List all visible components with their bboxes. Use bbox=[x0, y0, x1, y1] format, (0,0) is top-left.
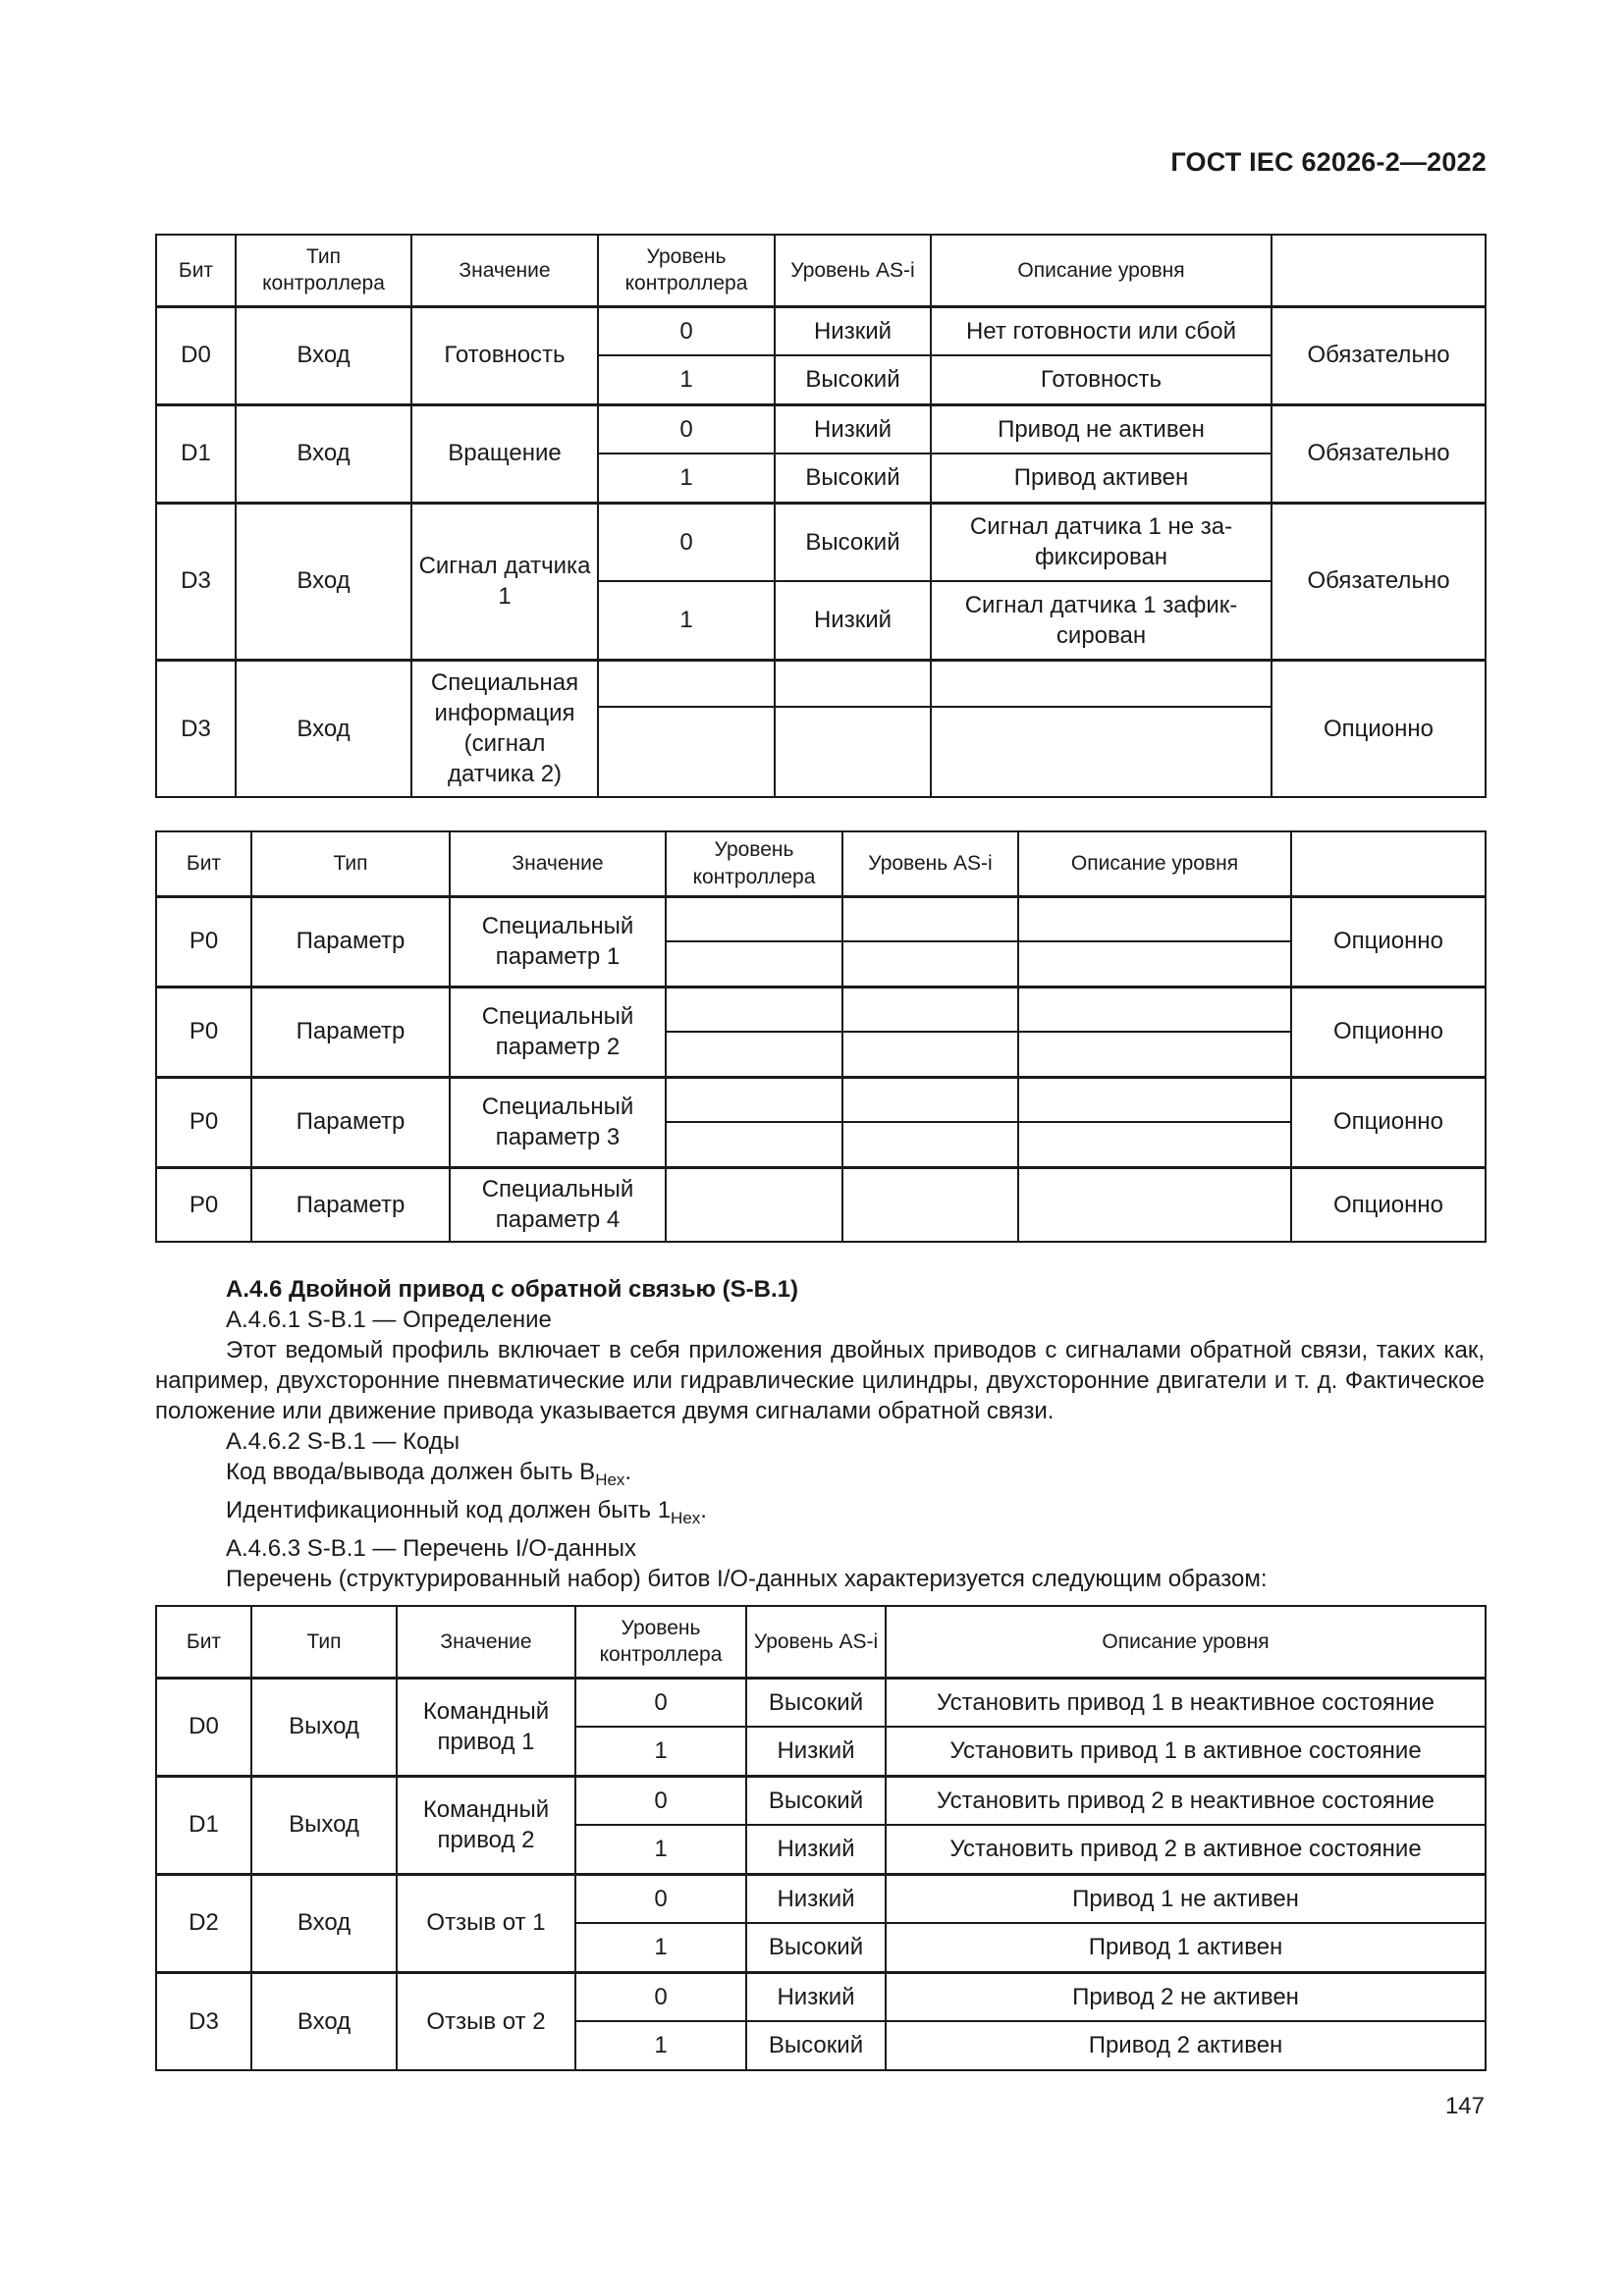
column-header: Значение bbox=[450, 831, 666, 896]
controller-level-cell bbox=[666, 896, 842, 941]
asi-level-cell: Низкий bbox=[775, 306, 931, 355]
column-header: Тип bbox=[251, 1606, 397, 1678]
controller-level-cell: 1 bbox=[598, 355, 775, 404]
asi-level-cell bbox=[842, 1077, 1018, 1122]
controller-level-cell: 1 bbox=[598, 454, 775, 503]
controller-level-cell bbox=[666, 1032, 842, 1077]
asi-level-cell bbox=[842, 1167, 1018, 1242]
level-description-cell: Нет готовности или сбой bbox=[931, 306, 1272, 355]
asi-level-cell bbox=[842, 896, 1018, 941]
value-cell: Специальная информация (сигнал датчика 2) bbox=[411, 660, 598, 797]
column-header: Бит bbox=[156, 1606, 251, 1678]
controller-level-cell: 0 bbox=[598, 404, 775, 454]
asi-level-cell: Низкий bbox=[746, 1825, 886, 1874]
controller-level-cell bbox=[666, 987, 842, 1032]
io-bits-table-1 bbox=[155, 234, 1487, 798]
definition-paragraph: Этот ведомый профиль включает в себя приложения двойных приводов с сигналами обратной связи, таких как, например, двухсторонние пневматические или гидравлические цилиндры, двухсторонние двигатели и т. д. Фактическое положение или движение привода указывается двумя сигналами обратной связи. bbox=[155, 1337, 1485, 1424]
bit-cell: P0 bbox=[156, 1077, 251, 1167]
status-cell: Опционно bbox=[1291, 1167, 1486, 1242]
asi-level-cell bbox=[775, 660, 931, 707]
level-description-cell: Привод 1 не активен bbox=[886, 1874, 1486, 1923]
controller-level-cell bbox=[666, 1077, 842, 1122]
asi-level-cell: Высокий bbox=[746, 1678, 886, 1727]
asi-level-cell bbox=[842, 941, 1018, 987]
asi-level-cell: Высокий bbox=[775, 355, 931, 404]
table-row bbox=[156, 404, 1486, 454]
asi-level-cell: Низкий bbox=[775, 581, 931, 660]
status-cell: Обязательно bbox=[1272, 404, 1486, 503]
status-cell: Опционно bbox=[1291, 1077, 1486, 1167]
status-cell: Опционно bbox=[1272, 660, 1486, 797]
level-description-cell bbox=[1018, 987, 1291, 1032]
table-row bbox=[156, 1167, 1486, 1242]
level-description-cell bbox=[931, 660, 1272, 707]
level-description-cell: Привод 2 не активен bbox=[886, 1972, 1486, 2021]
asi-level-cell: Высокий bbox=[746, 1776, 886, 1825]
column-header: Бит bbox=[156, 235, 236, 306]
value-cell: Специальный параметр 1 bbox=[450, 896, 666, 987]
subsection-codes: А.4.6.2 S-B.1 — Коды bbox=[226, 1428, 460, 1455]
bit-cell: D0 bbox=[156, 306, 236, 404]
column-header bbox=[1291, 831, 1486, 896]
page-number: 147 bbox=[1444, 2093, 1485, 2119]
column-header: Бит bbox=[156, 831, 251, 896]
asi-level-cell bbox=[842, 1122, 1018, 1167]
level-description-cell bbox=[931, 707, 1272, 797]
table-row bbox=[156, 1678, 1486, 1727]
level-description-cell: Установить привод 2 в активное состояние bbox=[886, 1825, 1486, 1874]
io-code-line: Код ввода/вывода должен быть $B_{Hex}$. bbox=[226, 1459, 632, 1489]
controller-level-cell: 0 bbox=[598, 306, 775, 355]
controller-level-cell bbox=[666, 941, 842, 987]
column-header: Уровень контроллера bbox=[666, 831, 842, 896]
asi-level-cell bbox=[842, 987, 1018, 1032]
level-description-cell: Привод 1 активен bbox=[886, 1923, 1486, 1972]
column-header: Тип bbox=[251, 831, 450, 896]
table-row bbox=[156, 660, 1486, 707]
io-list-paragraph: Перечень (структурированный набор) битов I/O-данных характеризуется следующим образом: bbox=[226, 1565, 1268, 1592]
bit-cell: D0 bbox=[156, 1678, 251, 1776]
level-description-cell: Сигнал датчика 1 не за-фиксирован bbox=[931, 503, 1272, 581]
status-cell: Опционно bbox=[1291, 896, 1486, 987]
bit-cell: D2 bbox=[156, 1874, 251, 1972]
bit-cell: P0 bbox=[156, 896, 251, 987]
level-description-cell: Установить привод 1 в активное состояние bbox=[886, 1727, 1486, 1776]
table-row bbox=[156, 896, 1486, 941]
document-standard-header: ГОСТ IEC 62026-2—2022 bbox=[1170, 147, 1487, 177]
column-header: Уровень AS-i bbox=[842, 831, 1018, 896]
level-description-cell bbox=[1018, 1122, 1291, 1167]
value-cell: Отзыв от 1 bbox=[397, 1874, 575, 1972]
level-description-cell bbox=[1018, 1077, 1291, 1122]
type-cell: Вход bbox=[236, 404, 411, 503]
controller-level-cell: 0 bbox=[575, 1776, 746, 1825]
value-cell: Командный привод 1 bbox=[397, 1678, 575, 1776]
level-description-cell: Привод активен bbox=[931, 454, 1272, 503]
column-header: Значение bbox=[411, 235, 598, 306]
asi-level-cell: Высокий bbox=[746, 2021, 886, 2070]
subsection-io-list: А.4.6.3 S-B.1 — Перечень I/O-данных bbox=[226, 1534, 636, 1562]
level-description-cell: Установить привод 2 в неактивное состояние bbox=[886, 1776, 1486, 1825]
io-bits-table-3 bbox=[155, 1605, 1487, 2071]
bit-cell: D1 bbox=[156, 1776, 251, 1874]
controller-level-cell: 0 bbox=[575, 1678, 746, 1727]
controller-level-cell bbox=[598, 660, 775, 707]
parameter-bits-table bbox=[155, 830, 1487, 1243]
value-cell: Сигнал датчика 1 bbox=[411, 503, 598, 660]
level-description-cell: Сигнал датчика 1 зафик-сирован bbox=[931, 581, 1272, 660]
table-row bbox=[156, 306, 1486, 355]
column-header: Описание уровня bbox=[931, 235, 1272, 306]
value-cell: Специальный параметр 4 bbox=[450, 1167, 666, 1242]
table-header-row bbox=[156, 1606, 1486, 1678]
controller-level-cell: 0 bbox=[598, 503, 775, 581]
type-cell: Вход bbox=[236, 660, 411, 797]
section-text bbox=[155, 1274, 1485, 1594]
table-row bbox=[156, 503, 1486, 581]
value-cell: Отзыв от 2 bbox=[397, 1972, 575, 2070]
status-cell: Обязательно bbox=[1272, 306, 1486, 404]
type-cell: Выход bbox=[251, 1678, 397, 1776]
type-cell: Вход bbox=[251, 1972, 397, 2070]
level-description-cell bbox=[1018, 896, 1291, 941]
bit-cell: D1 bbox=[156, 404, 236, 503]
table-row bbox=[156, 987, 1486, 1032]
subsection-definition: А.4.6.1 S-B.1 — Определение bbox=[226, 1307, 552, 1333]
value-cell: Командный привод 2 bbox=[397, 1776, 575, 1874]
id-code-line: Идентификационный код должен быть $1_{Hex}$. bbox=[226, 1496, 707, 1527]
column-header: Уровень AS-i bbox=[746, 1606, 886, 1678]
type-cell: Параметр bbox=[251, 1077, 450, 1167]
controller-level-cell: 1 bbox=[575, 1825, 746, 1874]
controller-level-cell bbox=[666, 1167, 842, 1242]
asi-level-cell: Низкий bbox=[746, 1727, 886, 1776]
table-header-row bbox=[156, 831, 1486, 896]
bit-cell: P0 bbox=[156, 987, 251, 1077]
table-row bbox=[156, 1776, 1486, 1825]
column-header: Уровень AS-i bbox=[775, 235, 931, 306]
bit-cell: D3 bbox=[156, 660, 236, 797]
asi-level-cell: Высокий bbox=[775, 503, 931, 581]
controller-level-cell: 1 bbox=[575, 2021, 746, 2070]
column-header: Описание уровня bbox=[1018, 831, 1291, 896]
type-cell: Вход bbox=[236, 306, 411, 404]
asi-level-cell: Низкий bbox=[746, 1874, 886, 1923]
table-header-row bbox=[156, 235, 1486, 306]
column-header: Описание уровня bbox=[886, 1606, 1486, 1678]
status-cell: Обязательно bbox=[1272, 503, 1486, 660]
level-description-cell: Установить привод 1 в неактивное состояние bbox=[886, 1678, 1486, 1727]
table-row bbox=[156, 1874, 1486, 1923]
controller-level-cell: 0 bbox=[575, 1972, 746, 2021]
type-cell: Параметр bbox=[251, 896, 450, 987]
column-header: Тип контроллера bbox=[236, 235, 411, 306]
value-cell: Специальный параметр 2 bbox=[450, 987, 666, 1077]
asi-level-cell bbox=[842, 1032, 1018, 1077]
level-description-cell: Готовность bbox=[931, 355, 1272, 404]
value-cell: Специальный параметр 3 bbox=[450, 1077, 666, 1167]
status-cell: Опционно bbox=[1291, 987, 1486, 1077]
bit-cell: D3 bbox=[156, 1972, 251, 2070]
bit-cell: D3 bbox=[156, 503, 236, 660]
asi-level-cell: Высокий bbox=[775, 454, 931, 503]
value-cell: Вращение bbox=[411, 404, 598, 503]
column-header: Уровень контроллера bbox=[598, 235, 775, 306]
controller-level-cell: 1 bbox=[575, 1923, 746, 1972]
column-header: Значение bbox=[397, 1606, 575, 1678]
asi-level-cell: Высокий bbox=[746, 1923, 886, 1972]
section-heading: А.4.6 Двойной привод с обратной связью (S-B.1) bbox=[226, 1276, 798, 1303]
type-cell: Вход bbox=[251, 1874, 397, 1972]
asi-level-cell: Низкий bbox=[746, 1972, 886, 2021]
level-description-cell bbox=[1018, 941, 1291, 987]
controller-level-cell: 1 bbox=[598, 581, 775, 660]
type-cell: Вход bbox=[236, 503, 411, 660]
type-cell: Выход bbox=[251, 1776, 397, 1874]
column-header: Уровень контроллера bbox=[575, 1606, 746, 1678]
controller-level-cell: 0 bbox=[575, 1874, 746, 1923]
asi-level-cell bbox=[775, 707, 931, 797]
level-description-cell bbox=[1018, 1032, 1291, 1077]
value-cell: Готовность bbox=[411, 306, 598, 404]
table-row bbox=[156, 1077, 1486, 1122]
controller-level-cell bbox=[666, 1122, 842, 1167]
controller-level-cell: 1 bbox=[575, 1727, 746, 1776]
level-description-cell bbox=[1018, 1167, 1291, 1242]
table-row bbox=[156, 1972, 1486, 2021]
type-cell: Параметр bbox=[251, 987, 450, 1077]
level-description-cell: Привод 2 активен bbox=[886, 2021, 1486, 2070]
type-cell: Параметр bbox=[251, 1167, 450, 1242]
controller-level-cell bbox=[598, 707, 775, 797]
level-description-cell: Привод не активен bbox=[931, 404, 1272, 454]
bit-cell: P0 bbox=[156, 1167, 251, 1242]
asi-level-cell: Низкий bbox=[775, 404, 931, 454]
column-header bbox=[1272, 235, 1486, 306]
